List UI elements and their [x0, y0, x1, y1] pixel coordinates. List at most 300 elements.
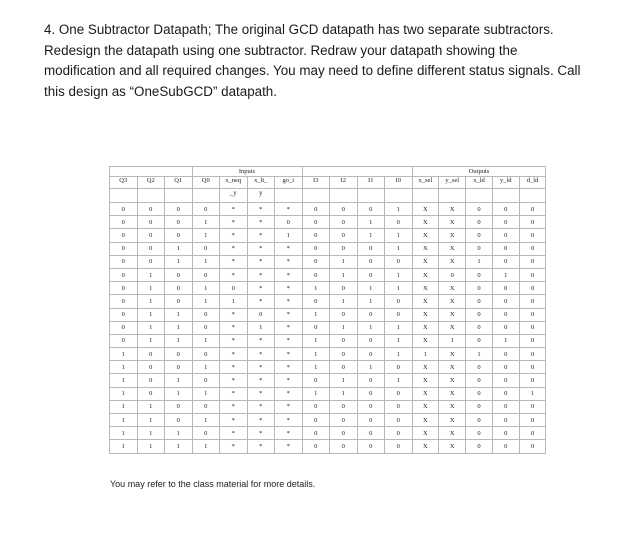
table-cell: 0 — [466, 295, 493, 308]
column-subheader — [439, 189, 466, 203]
column-subheader — [492, 189, 519, 203]
column-header: Q2 — [137, 177, 165, 189]
table-cell: 0 — [492, 374, 519, 387]
table-cell: 0 — [519, 374, 546, 387]
table-cell: X — [412, 414, 439, 427]
table-cell: 0 — [466, 268, 493, 281]
table-row — [110, 361, 546, 374]
table-cell: 0 — [519, 361, 546, 374]
table-cell: * — [247, 414, 275, 427]
table-cell: 1 — [192, 414, 220, 427]
table-cell: 0 — [110, 229, 138, 242]
table-cell: 0 — [519, 229, 546, 242]
table-cell: 0 — [519, 334, 546, 347]
table-cell: * — [247, 400, 275, 413]
table-row — [110, 321, 546, 334]
table-row — [110, 216, 546, 229]
table-cell: 1 — [192, 282, 220, 295]
table-cell: 0 — [110, 216, 138, 229]
table-cell: 1 — [519, 387, 546, 400]
question-line: modification and all required changes. You may need to define different status signals. Call — [44, 63, 581, 78]
table-cell: * — [220, 400, 248, 413]
table-cell: 1 — [192, 229, 220, 242]
table-cell: 0 — [357, 400, 385, 413]
table-cell: 0 — [110, 295, 138, 308]
table-cell: 0 — [302, 216, 330, 229]
table-cell: 0 — [357, 334, 385, 347]
table-cell: 0 — [302, 427, 330, 440]
table-cell: 1 — [137, 440, 165, 453]
table-cell: 0 — [492, 387, 519, 400]
table-cell: 0 — [165, 203, 193, 216]
table-cell: 0 — [192, 242, 220, 255]
table-cell: 0 — [110, 255, 138, 268]
table-cell: 1 — [302, 282, 330, 295]
table-cell: X — [439, 203, 466, 216]
table-cell: 0 — [492, 242, 519, 255]
table-row — [110, 203, 546, 216]
table-cell: 0 — [165, 268, 193, 281]
table-cell: 0 — [192, 348, 220, 361]
table-cell: 1 — [192, 361, 220, 374]
table-cell: X — [439, 242, 466, 255]
table-cell: 0 — [330, 414, 358, 427]
table-cell: 0 — [137, 242, 165, 255]
table-cell: 0 — [330, 229, 358, 242]
table-row — [110, 440, 546, 453]
table-cell: 0 — [492, 400, 519, 413]
table-cell: 0 — [492, 282, 519, 295]
table-cell: 0 — [302, 268, 330, 281]
table-cell: 0 — [466, 229, 493, 242]
table-cell: 0 — [110, 203, 138, 216]
table-cell: 0 — [519, 242, 546, 255]
group-header-row — [110, 167, 546, 177]
table-cell: 0 — [385, 440, 413, 453]
table-row — [110, 268, 546, 281]
table-cell: X — [412, 361, 439, 374]
column-header: Q0 — [192, 177, 220, 189]
table-cell: 0 — [302, 229, 330, 242]
column-subheader — [137, 189, 165, 203]
table-cell: * — [247, 268, 275, 281]
table-cell: 1 — [220, 295, 248, 308]
table-cell: 1 — [330, 321, 358, 334]
table-cell: 1 — [302, 308, 330, 321]
table-cell: 0 — [385, 308, 413, 321]
table-cell: 0 — [110, 321, 138, 334]
table-cell: 1 — [385, 203, 413, 216]
table-row — [110, 348, 546, 361]
table-cell: 1 — [330, 387, 358, 400]
question-line: Redesign the datapath using one subtractor. Redraw your datapath showing the — [44, 42, 518, 58]
table-cell: X — [412, 387, 439, 400]
table-cell: 0 — [466, 334, 493, 347]
table-cell: 0 — [357, 203, 385, 216]
table-cell: * — [275, 374, 303, 387]
table-cell: 0 — [439, 268, 466, 281]
table-cell: X — [412, 308, 439, 321]
table-cell: X — [439, 308, 466, 321]
table-cell: 1 — [192, 216, 220, 229]
table-cell: X — [412, 216, 439, 229]
table-cell: X — [412, 255, 439, 268]
table-row — [110, 387, 546, 400]
inputs-group-label: Inputs — [192, 167, 302, 177]
table-cell: 0 — [492, 440, 519, 453]
table-cell: 0 — [165, 282, 193, 295]
table-cell: * — [275, 440, 303, 453]
table-cell: 0 — [357, 440, 385, 453]
table-cell: 0 — [357, 308, 385, 321]
table-cell: 1 — [330, 255, 358, 268]
table-cell: 1 — [110, 361, 138, 374]
column-header: Q3 — [110, 177, 138, 189]
column-subheader — [275, 189, 303, 203]
table-cell: 1 — [192, 440, 220, 453]
column-header: I3 — [302, 177, 330, 189]
table-cell: 1 — [330, 268, 358, 281]
table-cell: 1 — [165, 440, 193, 453]
table-cell: 1 — [385, 321, 413, 334]
table-cell: 0 — [466, 400, 493, 413]
table-cell: 0 — [302, 295, 330, 308]
table-cell: * — [247, 348, 275, 361]
table-cell: * — [275, 321, 303, 334]
table-cell: 0 — [519, 282, 546, 295]
table-cell: 0 — [192, 374, 220, 387]
table-row — [110, 334, 546, 347]
column-header: x_neq — [220, 177, 248, 189]
table-cell: 0 — [519, 268, 546, 281]
column-header: I1 — [357, 177, 385, 189]
table-cell: 0 — [330, 361, 358, 374]
table-cell: * — [275, 334, 303, 347]
table-cell: * — [220, 255, 248, 268]
table-cell: 0 — [357, 242, 385, 255]
table-cell: * — [247, 282, 275, 295]
table-cell: 0 — [247, 308, 275, 321]
table-cell: * — [220, 216, 248, 229]
table-cell: 1 — [357, 295, 385, 308]
table-row — [110, 242, 546, 255]
table-cell: 1 — [466, 255, 493, 268]
table-cell: X — [412, 374, 439, 387]
table-cell: 0 — [330, 308, 358, 321]
table-cell: 0 — [357, 427, 385, 440]
table-cell: 0 — [165, 414, 193, 427]
table-cell: 0 — [165, 361, 193, 374]
table-cell: * — [275, 203, 303, 216]
column-header: I2 — [330, 177, 358, 189]
column-header: y_ld — [492, 177, 519, 189]
column-header: x_ld — [466, 177, 493, 189]
table-cell: 1 — [357, 229, 385, 242]
table-cell: 0 — [519, 414, 546, 427]
table-cell: 0 — [519, 440, 546, 453]
table-cell: 0 — [357, 268, 385, 281]
table-cell: 0 — [110, 242, 138, 255]
table-cell: * — [275, 282, 303, 295]
column-header: d_ld — [519, 177, 546, 189]
table-cell: 0 — [492, 229, 519, 242]
table-cell: * — [220, 427, 248, 440]
table-cell: * — [220, 242, 248, 255]
table-cell: 1 — [165, 255, 193, 268]
table-cell: 1 — [110, 374, 138, 387]
table-cell: 1 — [165, 308, 193, 321]
table-cell: * — [247, 361, 275, 374]
table-cell: 1 — [385, 242, 413, 255]
table-cell: * — [275, 414, 303, 427]
table-cell: * — [275, 242, 303, 255]
table-cell: 0 — [137, 374, 165, 387]
table-cell: * — [275, 348, 303, 361]
table-cell: 1 — [137, 308, 165, 321]
table-cell: 0 — [220, 282, 248, 295]
table-cell: * — [220, 268, 248, 281]
table-cell: 1 — [165, 374, 193, 387]
table-cell: X — [439, 387, 466, 400]
table-cell: 1 — [137, 400, 165, 413]
table-cell: X — [412, 203, 439, 216]
column-header: x_sel — [412, 177, 439, 189]
table-cell: 0 — [302, 242, 330, 255]
column-subheader — [466, 189, 493, 203]
table-cell: 0 — [302, 203, 330, 216]
column-subheader — [165, 189, 193, 203]
table-cell: X — [412, 242, 439, 255]
table-cell: 0 — [466, 361, 493, 374]
table-cell: * — [247, 334, 275, 347]
table-cell: 0 — [385, 295, 413, 308]
table-cell: 1 — [385, 374, 413, 387]
footer-note: You may refer to the class material for more details. — [110, 479, 316, 489]
question-line: this design as “OneSubGCD” datapath. — [44, 83, 277, 99]
column-subheader — [412, 189, 439, 203]
table-cell: 0 — [492, 414, 519, 427]
table-cell: 0 — [192, 268, 220, 281]
table-cell: * — [275, 308, 303, 321]
table-cell: 1 — [110, 387, 138, 400]
table-cell: 0 — [385, 387, 413, 400]
table-cell: * — [275, 295, 303, 308]
table-cell: 1 — [385, 334, 413, 347]
table-cell: 0 — [165, 229, 193, 242]
table-cell: X — [412, 268, 439, 281]
table-cell: 0 — [302, 321, 330, 334]
table-cell: 0 — [110, 268, 138, 281]
table-cell: 1 — [247, 321, 275, 334]
table-cell: 0 — [165, 295, 193, 308]
table-cell: 0 — [492, 295, 519, 308]
table-cell: 0 — [192, 427, 220, 440]
table-cell: 0 — [385, 216, 413, 229]
column-subheader — [110, 189, 138, 203]
table-cell: X — [439, 440, 466, 453]
column-header: Q1 — [165, 177, 193, 189]
table-cell: 0 — [357, 348, 385, 361]
table-cell: 1 — [330, 374, 358, 387]
table-cell: X — [439, 414, 466, 427]
table-cell: * — [275, 427, 303, 440]
table-row — [110, 282, 546, 295]
table-cell: 1 — [137, 268, 165, 281]
table-cell: 1 — [165, 427, 193, 440]
table-cell: 0 — [137, 203, 165, 216]
table-cell: X — [412, 295, 439, 308]
table-cell: 1 — [165, 321, 193, 334]
table-cell: * — [247, 374, 275, 387]
table-cell: 1 — [137, 295, 165, 308]
column-subheader — [519, 189, 546, 203]
table-cell: * — [247, 440, 275, 453]
table-cell: 0 — [492, 308, 519, 321]
table-cell: 0 — [137, 387, 165, 400]
table-cell: 1 — [192, 295, 220, 308]
table-cell: 1 — [192, 255, 220, 268]
table-cell: X — [412, 440, 439, 453]
table-cell: * — [275, 361, 303, 374]
outputs-group-label: Outputs — [412, 167, 546, 177]
table-cell: 0 — [492, 427, 519, 440]
table-cell: 0 — [466, 321, 493, 334]
table-cell: 0 — [330, 400, 358, 413]
table-cell: 0 — [492, 255, 519, 268]
table-cell: 0 — [110, 334, 138, 347]
table-cell: * — [275, 387, 303, 400]
table-cell: X — [439, 427, 466, 440]
blank-group-cell — [302, 167, 412, 177]
table-cell: 0 — [466, 282, 493, 295]
column-subheader — [385, 189, 413, 203]
table-cell: 1 — [137, 427, 165, 440]
table-cell: 0 — [519, 321, 546, 334]
table-cell: 0 — [492, 321, 519, 334]
table-cell: 0 — [492, 203, 519, 216]
column-subheader — [330, 189, 358, 203]
table-cell: 0 — [330, 348, 358, 361]
table-cell: 1 — [137, 321, 165, 334]
table-cell: 0 — [466, 387, 493, 400]
table-cell: 1 — [165, 387, 193, 400]
table-cell: * — [247, 242, 275, 255]
table-cell: 0 — [357, 414, 385, 427]
column-subheader: _y — [220, 189, 248, 203]
table-cell: 0 — [192, 400, 220, 413]
table-cell: 0 — [137, 229, 165, 242]
table-cell: 0 — [519, 203, 546, 216]
table-cell: 1 — [302, 348, 330, 361]
table-cell: * — [220, 361, 248, 374]
table-cell: 0 — [165, 348, 193, 361]
table-cell: * — [220, 440, 248, 453]
table-cell: * — [220, 374, 248, 387]
table-cell: 0 — [492, 361, 519, 374]
table-cell: 1 — [492, 268, 519, 281]
table-cell: 1 — [110, 348, 138, 361]
table-cell: * — [275, 400, 303, 413]
table-row — [110, 308, 546, 321]
table-row — [110, 414, 546, 427]
table-cell: 1 — [302, 334, 330, 347]
table-cell: 1 — [110, 427, 138, 440]
table-cell: 1 — [385, 282, 413, 295]
column-subheader-row — [110, 189, 546, 203]
table-cell: * — [275, 268, 303, 281]
table-cell: 0 — [385, 255, 413, 268]
blank-group-cell — [110, 167, 193, 177]
table-cell: * — [247, 255, 275, 268]
table-cell: 1 — [357, 321, 385, 334]
table-cell: 0 — [519, 216, 546, 229]
table-row — [110, 400, 546, 413]
table-cell: 0 — [492, 348, 519, 361]
table-cell: 0 — [357, 374, 385, 387]
table-cell: X — [439, 216, 466, 229]
table-cell: 0 — [519, 348, 546, 361]
table-cell: 1 — [385, 348, 413, 361]
table-cell: 0 — [302, 414, 330, 427]
table-cell: 0 — [330, 216, 358, 229]
table-cell: 0 — [192, 308, 220, 321]
table-cell: 0 — [519, 427, 546, 440]
table-cell: 1 — [302, 387, 330, 400]
table-cell: 0 — [110, 308, 138, 321]
table-cell: 0 — [385, 361, 413, 374]
table-cell: 1 — [466, 348, 493, 361]
table-cell: X — [412, 334, 439, 347]
table-cell: 1 — [275, 229, 303, 242]
column-header: go_i — [275, 177, 303, 189]
table-cell: 1 — [330, 295, 358, 308]
table-cell: * — [275, 255, 303, 268]
table-cell: 0 — [302, 440, 330, 453]
table-cell: * — [247, 387, 275, 400]
table-cell: 0 — [357, 387, 385, 400]
table-cell: 1 — [492, 334, 519, 347]
table-cell: X — [439, 295, 466, 308]
table-cell: * — [247, 203, 275, 216]
table-cell: 0 — [302, 400, 330, 413]
table-cell: 1 — [137, 414, 165, 427]
table-cell: 0 — [275, 216, 303, 229]
table-cell: 0 — [165, 400, 193, 413]
table-cell: 1 — [165, 334, 193, 347]
table-cell: 0 — [519, 295, 546, 308]
table-cell: 1 — [357, 361, 385, 374]
table-cell: X — [439, 374, 466, 387]
table-cell: X — [412, 282, 439, 295]
table-row — [110, 229, 546, 242]
table-cell: 0 — [519, 400, 546, 413]
table-cell: * — [247, 216, 275, 229]
table-cell: 1 — [439, 334, 466, 347]
table-cell: 0 — [385, 414, 413, 427]
table-cell: 1 — [357, 216, 385, 229]
table-cell: 0 — [466, 216, 493, 229]
table-cell: 1 — [110, 440, 138, 453]
table-cell: 0 — [330, 203, 358, 216]
table-cell: 1 — [137, 334, 165, 347]
table-cell: 1 — [165, 242, 193, 255]
table-cell: 0 — [466, 374, 493, 387]
table-row — [110, 374, 546, 387]
table-cell: 0 — [492, 216, 519, 229]
table-cell: 0 — [466, 203, 493, 216]
question-text — [44, 20, 624, 102]
table-cell: 0 — [519, 255, 546, 268]
